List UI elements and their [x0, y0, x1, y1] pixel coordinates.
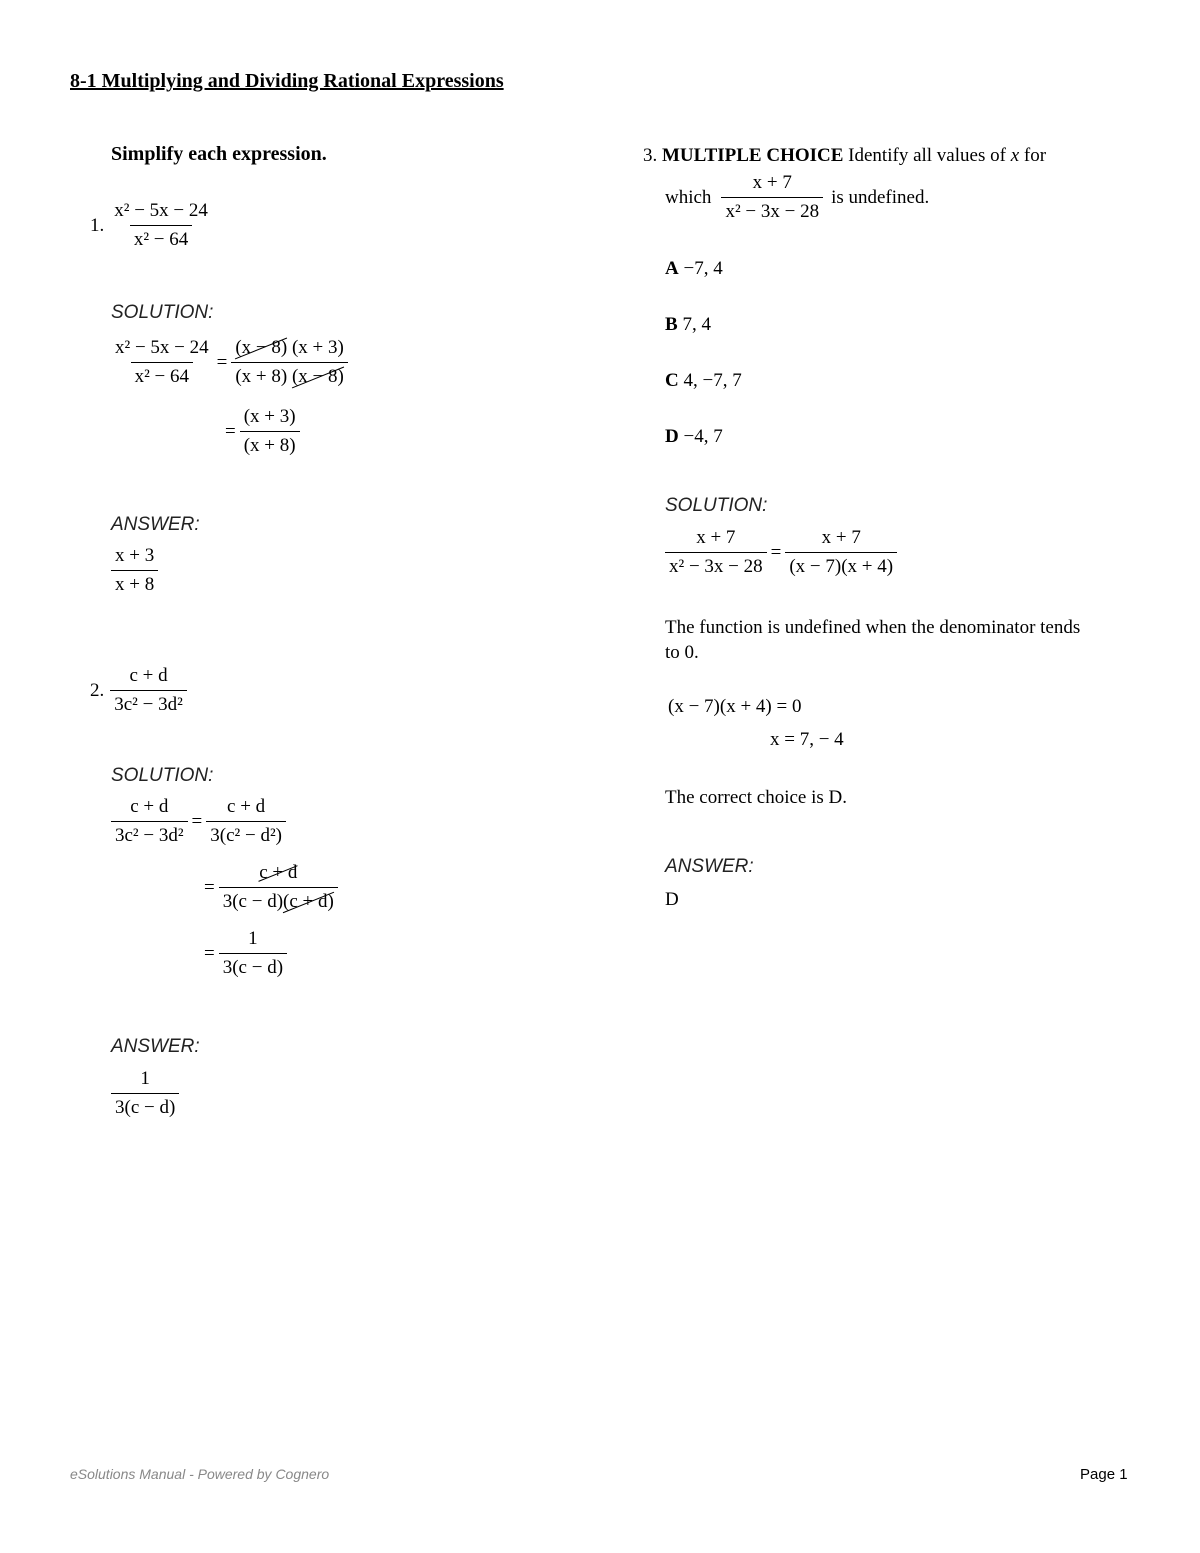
factored-fraction [231, 337, 348, 388]
page-title: 8-1 Multiplying and Dividing Rational Expressions [70, 70, 504, 92]
problem-2-answer [111, 1068, 179, 1119]
problem-3-solution-label: SOLUTION: [665, 495, 768, 516]
problem-3-number: 3. [643, 145, 658, 166]
problem-2-number: 2. [90, 679, 105, 701]
denominator: x² − 3x − 28 [721, 197, 823, 223]
simplified-fraction [219, 928, 287, 979]
problem-2-solution-label: SOLUTION: [111, 765, 214, 786]
denominator: x² − 64 [131, 362, 193, 388]
equals-sign: = [204, 942, 215, 964]
numerator: (x + 3) [243, 406, 296, 427]
problem-3-heading [643, 145, 1046, 167]
denominator: (x + 8) [240, 431, 300, 457]
denominator: x² − 64 [130, 225, 192, 251]
problem-3-conclusion: The correct choice is D. [665, 787, 847, 808]
denominator: 3c² − 3d² [110, 690, 187, 716]
factor: 3(c − d) [222, 891, 284, 912]
denominator: 3(c − d) [219, 953, 287, 979]
numerator: x + 7 [821, 527, 861, 548]
problem-2-step-1 [111, 796, 286, 847]
numerator: c + d [129, 665, 168, 686]
equals-sign: = [216, 351, 228, 373]
problem-1-solution-label: SOLUTION: [111, 302, 214, 323]
problem-3-solution-step [665, 527, 897, 578]
problem-1-expression [90, 200, 212, 251]
step-fraction [111, 796, 188, 847]
numerator: 1 [140, 1068, 150, 1089]
choice-text: 4, −7, 7 [683, 370, 742, 391]
prompt-text: Identify all values of [848, 145, 1006, 166]
prompt-text: which [665, 187, 712, 208]
equals-sign: = [204, 876, 215, 898]
denominator: 3c² − 3d² [111, 821, 188, 847]
numerator: x + 3 [115, 545, 155, 566]
choice-text: −4, 7 [683, 426, 723, 447]
factor: (x + 8) [235, 366, 288, 387]
answer-fraction [111, 545, 158, 596]
cancelled-factor: c + d [259, 862, 298, 883]
problem-3-equation-1: (x − 7)(x + 4) = 0 [668, 696, 802, 717]
factored-fraction [206, 796, 286, 847]
numerator: x² − 5x − 24 [114, 200, 208, 221]
choice-a [665, 258, 723, 280]
problem-1-step-2 [221, 406, 300, 457]
factor: (x + 3) [291, 337, 344, 358]
step-fraction [111, 337, 213, 388]
footer-brand: eSolutions Manual - Powered by Cognero [70, 1466, 330, 1482]
problem-1-answer [111, 545, 158, 596]
answer-fraction [111, 1068, 179, 1119]
numerator: 1 [248, 928, 258, 949]
problem-2-answer-label: ANSWER: [111, 1036, 200, 1057]
cancelled-factor: (x − 8) [291, 366, 344, 387]
denominator: x² − 3x − 28 [665, 552, 767, 578]
numerator: x + 7 [752, 172, 792, 193]
cancelled-factor: (c + d) [283, 891, 334, 912]
numerator: c + d [130, 796, 169, 817]
choice-text: −7, 4 [683, 258, 723, 279]
equals-sign: = [225, 420, 236, 442]
page-number: Page 1 [1080, 1466, 1128, 1483]
numerator: x² − 5x − 24 [115, 337, 209, 358]
numerator: x + 7 [696, 527, 736, 548]
problem-3-equation-2: x = 7, − 4 [770, 729, 844, 750]
denominator: x + 8 [111, 570, 158, 596]
problem-3-answer-label: ANSWER: [665, 856, 754, 877]
problem-1-fraction [110, 200, 212, 251]
original-fraction [665, 527, 767, 578]
denominator: 3(c − d) [111, 1093, 179, 1119]
choice-letter: C [665, 370, 679, 391]
choice-letter: B [665, 314, 678, 335]
problem-2-step-2 [200, 862, 338, 913]
problem-1-answer-label: ANSWER: [111, 514, 200, 535]
problem-2-expression [90, 665, 187, 716]
equals-sign: = [770, 541, 782, 563]
cancelled-factor: (x − 8) [235, 337, 288, 358]
problem-3-fraction [721, 172, 823, 223]
choice-d [665, 426, 723, 448]
problem-3-answer: D [665, 889, 679, 910]
denominator: (x − 7)(x + 4) [785, 552, 897, 578]
denominator: 3(c² − d²) [206, 821, 286, 847]
choice-letter: A [665, 258, 679, 279]
problem-1-step-1 [111, 337, 348, 388]
instruction: Simplify each expression. [111, 143, 327, 165]
factored-fraction [219, 862, 338, 913]
numerator: c + d [227, 796, 266, 817]
prompt-text: for [1023, 145, 1047, 166]
factored-fraction [785, 527, 897, 578]
choice-b [665, 314, 711, 336]
choice-letter: D [665, 426, 679, 447]
multiple-choice-heading: MULTIPLE CHOICE [662, 145, 844, 166]
problem-1-number: 1. [90, 214, 105, 236]
choice-c [665, 370, 742, 392]
simplified-fraction [240, 406, 300, 457]
problem-2-step-3 [200, 928, 287, 979]
equals-sign: = [191, 810, 203, 832]
choice-text: 7, 4 [682, 314, 711, 335]
problem-2-fraction [110, 665, 187, 716]
problem-3-explanation: The function is undefined when the denominator tends to 0. [665, 617, 1081, 663]
prompt-text: is undefined. [831, 187, 930, 208]
problem-3-prompt [665, 172, 929, 223]
prompt-variable: x [1010, 145, 1020, 166]
